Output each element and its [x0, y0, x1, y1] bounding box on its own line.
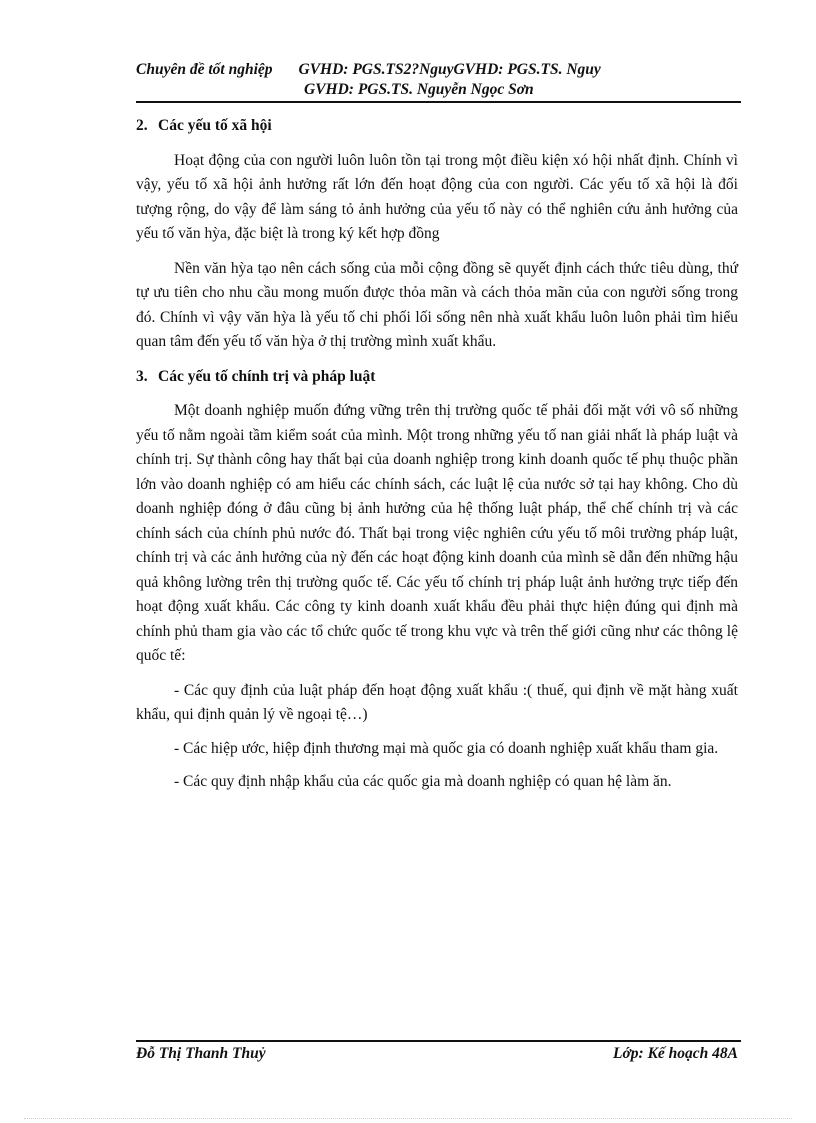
- author-name: Đỗ Thị Thanh Thuỷ: [136, 1045, 266, 1062]
- section-number: 3.: [136, 367, 148, 385]
- document-body: [136, 114, 738, 804]
- paragraph: Hoạt động của con người luôn luôn tồn tại trong một điều kiện xó hội nhất định. Chính vì vậy, yếu tố xã hội ảnh hưởng rất lớn đến hoạt động của con người. Các yếu tố xã hội là đối tượng rộng, do vậy để làm sáng tỏ ảnh hưởng của yếu tố này có thể nghiên cứu ảnh hưởng của yếu tố văn hỳa, đặc biệt là trong ký kết hợp đồng: [136, 151, 738, 242]
- header-row-1: [136, 60, 741, 80]
- list-item: - Các quy định nhập khẩu của các quốc gia mà doanh nghiệp có quan hệ làm ăn.: [174, 773, 672, 790]
- header-divider: [136, 101, 741, 103]
- course-title: Chuyên đề tốt nghiệp: [136, 61, 273, 78]
- section-number: 2.: [136, 117, 148, 134]
- paragraph: Nền văn hỳa tạo nên cách sống của mỗi cộng đồng sẽ quyết định cách thức tiêu dùng, thứ tự ưu tiên cho nhu cầu mong muốn được thỏa mãn và cách thỏa mãn của con người sống trong đó. Chính vì vậy văn hỳa là yếu tố chi phối lối sống nên nhà xuất khẩu luôn luôn phải tìm hiểu quan tâm đến yếu tố văn hỳa ở thị trường mình xuất khẩu.: [136, 259, 738, 350]
- list-item: - Các quy định của luật pháp đến hoạt động xuất khẩu :( thuế, qui định về mặt hàng xuất khẩu, qui định quản lý về ngoại tệ…): [136, 681, 738, 723]
- advisor-line: GVHD: PGS.TS. Nguyễn Ngọc Sơn: [304, 81, 534, 98]
- section-title: Các yếu tố chính trị và pháp luật: [158, 367, 376, 385]
- page-header: [136, 60, 741, 100]
- footer-divider: [136, 1040, 741, 1042]
- section-title: Các yếu tố xã hội: [158, 117, 272, 134]
- section-heading-2: [136, 114, 738, 139]
- page-footer: [136, 1044, 738, 1064]
- list-item: - Các hiệp ước, hiệp định thương mại mà quốc gia có doanh nghiệp xuất khẩu tham gia.: [174, 739, 719, 757]
- advisor-overlap-text: GVHD: PGS.TS2?NguyGVHD: PGS.TS. Nguy: [298, 61, 601, 78]
- class-label: Lớp: Kế hoạch 48A: [613, 1045, 738, 1062]
- section-heading-3: [136, 365, 738, 390]
- page-edge-line: [24, 1118, 792, 1119]
- paragraph: Một doanh nghiệp muốn đứng vững trên thị trường quốc tế phải đối mặt với vô số những yếu tố nằm ngoài tầm kiểm soát của mình. Một trong những yếu tố nan giải nhất là pháp luật và chính trị. Sự thành công hay thất bại của doanh nghiệp trong kinh doanh quốc tế phụ thuộc phần lớn vào doanh nghiệp có am hiểu các chính sách, các luật lệ của nước sở tại hay không. Cho dù doanh nghiệp đóng ở đâu cũng bị ảnh hưởng của hệ thống luật pháp, thể chế chính trị và các chính sách của chính phủ nước đó. Thất bại trong việc nghiên cứu yếu tố môi trường pháp luật, chính trị và các ảnh hưởng của nỳ đến các hoạt động kinh doanh của mình sẽ dẫn đến những hậu quả không lường trên thị trường quốc tế. Các yếu tố chính trị pháp luật ảnh hưởng trực tiếp đến hoạt động xuất khẩu. Các công ty kinh doanh xuất khẩu đều phải thực hiện đúng qui định mà chính phủ tham gia vào các tổ chức quốc tế trong khu vực và trên thế giới cũng như các thông lệ quốc tế:: [136, 402, 738, 664]
